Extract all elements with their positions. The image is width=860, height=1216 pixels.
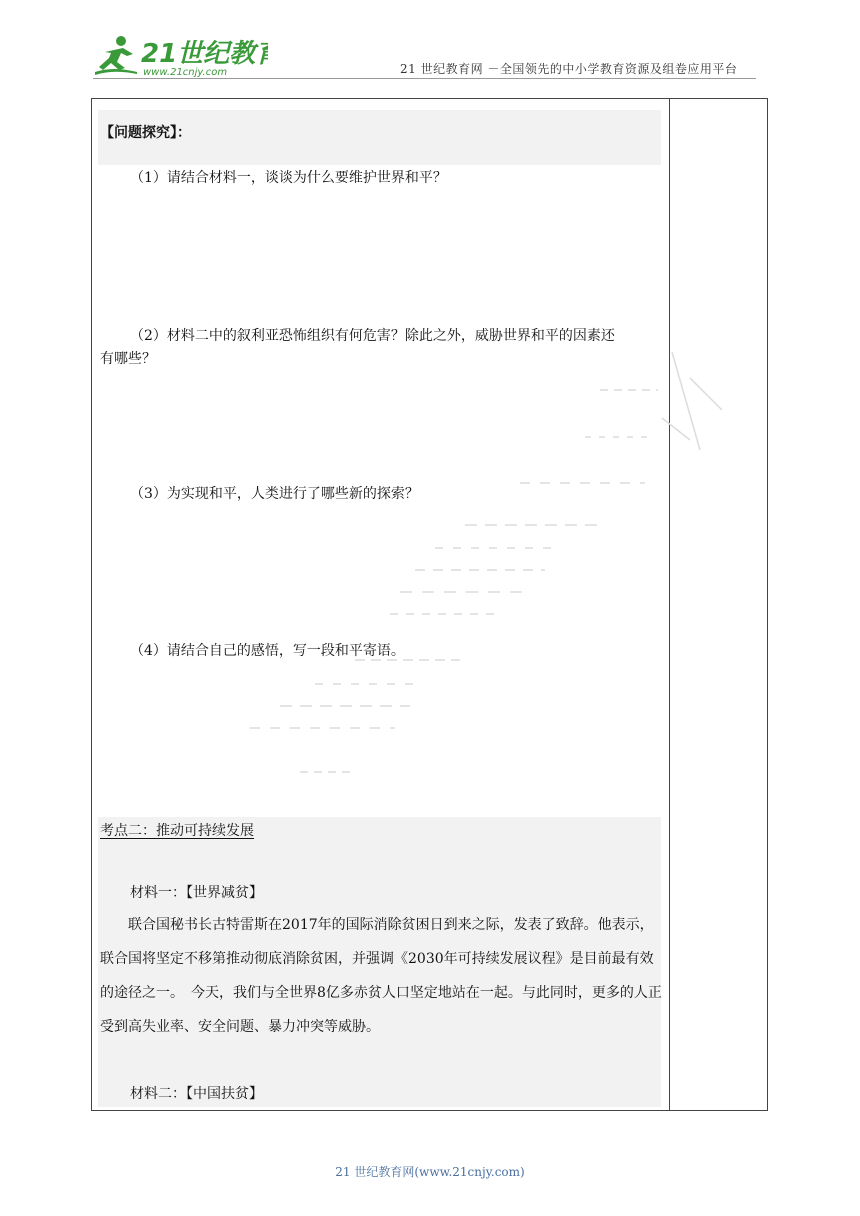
runner-icon <box>95 36 137 75</box>
header-tagline: 21 世纪教育网 －全国领先的中小学教育资源及组卷应用平台 <box>400 62 738 76</box>
material-1-label: 材料一：【世界减贫】 <box>130 885 263 901</box>
header-rule <box>93 78 756 79</box>
material-2-label: 材料二：【中国扶贫】 <box>130 1086 263 1102</box>
material-1-text: 联合国秘书长古特雷斯在2017年的国际消除贫困日到来之际，发表了致辞。他表示，联合国将坚定不移第推动彻底消除贫困，并强调《2030年可持续发展议程》是目前最有效的途径之一。 今天，我们与全世界8亿多赤贫人口坚定地站在一起。与此同时，更多的人正受到高失业率、安全问题、暴力冲突等威胁。 <box>100 917 662 1035</box>
question-2-line2: 有哪些？ <box>100 351 156 367</box>
question-1: （1）请结合材料一，谈谈为什么要维护世界和平？ <box>130 170 447 186</box>
footer-link[interactable]: 21 世纪教育网(www.21cnjy.com) <box>335 1165 525 1179</box>
site-logo <box>93 32 268 80</box>
logo-text: 21世纪教育 <box>141 39 268 69</box>
question-3: （3）为实现和平，人类进行了哪些新的探索？ <box>130 486 419 502</box>
section-heading: 【问题探究】： <box>100 125 191 141</box>
question-4: （4）请结合自己的感悟，写一段和平寄语。 <box>130 643 405 659</box>
logo-url: www.21cnjy.com <box>143 67 228 78</box>
section-title: 考点二：推动可持续发展 <box>100 823 254 839</box>
table-column-divider <box>669 98 670 1111</box>
question-2-line1: （2）材料二中的叙利亚恐怖组织有何危害？除此之外，威胁世界和平的因素还 <box>130 328 615 344</box>
